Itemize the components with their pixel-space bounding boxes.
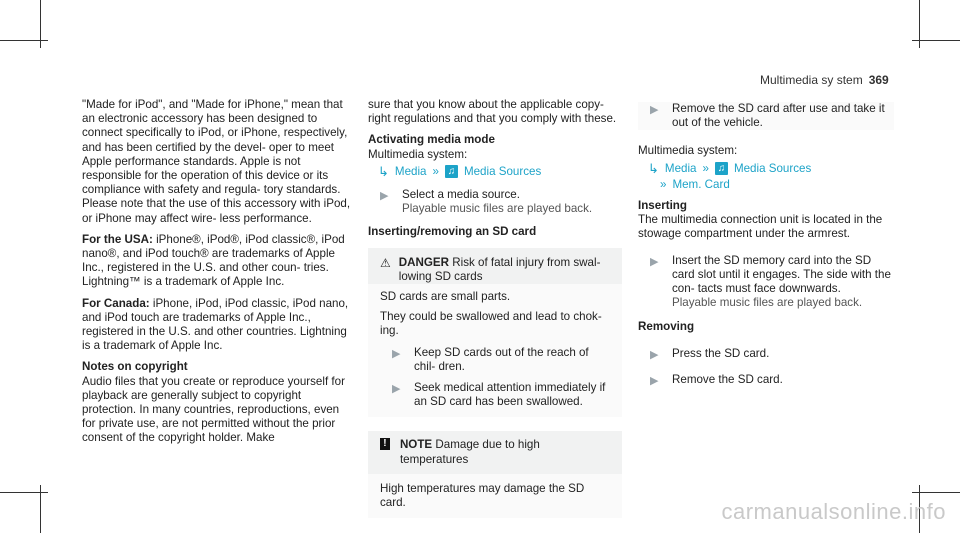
return-arrow-icon: ↳ (378, 163, 389, 179)
crop-mark (0, 40, 48, 41)
step-arrow-icon: ▶ (650, 255, 659, 268)
step-arrow-icon: ▶ (392, 347, 401, 360)
inserting-heading: Inserting (638, 199, 687, 213)
multimedia-system-label: Multimedia system: (368, 147, 468, 161)
nav-mem-card[interactable]: Mem. Card (672, 177, 730, 191)
column-right (638, 98, 894, 396)
note-label: NOTE (399, 438, 433, 452)
double-chevron-icon: » (660, 177, 667, 191)
step-arrow-icon: ▶ (392, 383, 401, 396)
page-header (760, 73, 889, 87)
canada-label: For Canada: (82, 296, 150, 310)
media-sources-icon: ♫ (445, 165, 458, 178)
danger-box (368, 248, 622, 418)
crop-mark (0, 492, 48, 493)
nav-media[interactable]: Media (394, 164, 427, 178)
warning-triangle-icon: ⚠ (380, 255, 391, 270)
section-title: Multimedia sy stem (760, 73, 863, 87)
step-remove-card: ▶ Remove the SD card. (650, 372, 783, 387)
crop-mark (912, 40, 960, 41)
danger-body-2: They could be swallowed and lead to chok- ing. (380, 310, 602, 338)
removing-heading: Removing (638, 320, 695, 334)
note-title: Damage due to high temperatures (399, 438, 540, 466)
double-chevron-icon: » (432, 164, 439, 178)
danger-step-2: ▶ Seek medical attention immediately if an SD card has been swallowed. (392, 381, 606, 409)
step-select-source: ▶ Select a media source. Playable music files are played back. (380, 188, 593, 216)
inserting-text: The multimedia connection unit is located in the stowage compartment under the armrest. (638, 213, 883, 241)
step-insert-card: ▶ Insert the SD memory card into the SD card slot until it engages. The side with the con- tacts must face downwards. Playable music files are played back. (650, 253, 891, 310)
column-middle (368, 98, 622, 518)
return-arrow-icon: ↳ (648, 160, 659, 176)
nav-path-2 (660, 178, 894, 192)
note-icon: ! (380, 438, 390, 450)
nav-path (648, 162, 894, 176)
media-sources-icon: ♫ (715, 162, 728, 175)
step-arrow-icon: ▶ (650, 374, 659, 387)
step-remove-after-use: ▶ Remove the SD card after use and take it out of the vehicle. (638, 102, 894, 130)
copyright-text: Audio files that you create or reproduce yourself for playback are generally subject to copyright protection. In many countries, reproductions, even for private use, are not permitted without the prior consent of the copyright holder. Make (82, 374, 345, 445)
step-arrow-icon: ▶ (380, 190, 389, 203)
page-number: 369 (868, 73, 889, 87)
watermark: carmanualsonline.info (721, 499, 946, 524)
note-box (368, 431, 622, 518)
multimedia-system-label: Multimedia system: (638, 144, 738, 158)
nav-path (378, 165, 622, 179)
nav-media-sources[interactable]: Media Sources (733, 161, 812, 175)
copyright-continued-text: sure that you know about the applicable copy- right regulations and that you comply with these. (368, 98, 617, 126)
note-body: High temperatures may damage the SD card. (368, 474, 622, 518)
canada-text: iPhone, iPod, iPod classic, iPod nano, and iPod touch are trademarks of Apple Inc., registered in the U.S. and other countries. Lightning is a trademark of Apple Inc. (82, 296, 349, 353)
usa-label: For the USA: (82, 232, 153, 246)
nav-media-sources[interactable]: Media Sources (463, 164, 542, 178)
copyright-heading: Notes on copyright (82, 360, 188, 374)
crop-mark (912, 492, 960, 493)
step-press-card: ▶ Press the SD card. (650, 346, 770, 361)
double-chevron-icon: » (702, 161, 709, 175)
made-for-ipod-text: "Made for iPod", and "Made for iPhone," mean that an electronic accessory has been designed to connect specifically to iPod, or iPhone, respectively, and has been certified by the devel- oper to meet Apple performance standards. Apple is not responsible for the operation of this device or its compliance with safety and regula- tory standards. Please note that the use of this accessory with iPod, or iPhone may affect wire- less performance. (82, 98, 351, 225)
activating-heading: Activating media mode (368, 133, 495, 147)
danger-body-1: SD cards are small parts. (380, 290, 511, 304)
danger-label: DANGER (398, 255, 450, 269)
step-arrow-icon: ▶ (650, 104, 659, 116)
inserting-removing-heading: Inserting/removing an SD card (368, 225, 537, 239)
danger-step-1: ▶ Keep SD cards out of the reach of chil- dren. (392, 345, 589, 373)
usa-text: iPhone®, iPod®, iPod classic®, iPod nano®, and iPod touch® are trademarks of Apple Inc., registered in the U.S. and other coun- tries. Lightning™ is a trademark of Apple Inc. (82, 232, 345, 289)
nav-media[interactable]: Media (664, 161, 697, 175)
step-arrow-icon: ▶ (650, 348, 659, 361)
danger-title: Risk of fatal injury from swal- lowing SD cards (398, 255, 601, 283)
column-left (82, 98, 352, 446)
